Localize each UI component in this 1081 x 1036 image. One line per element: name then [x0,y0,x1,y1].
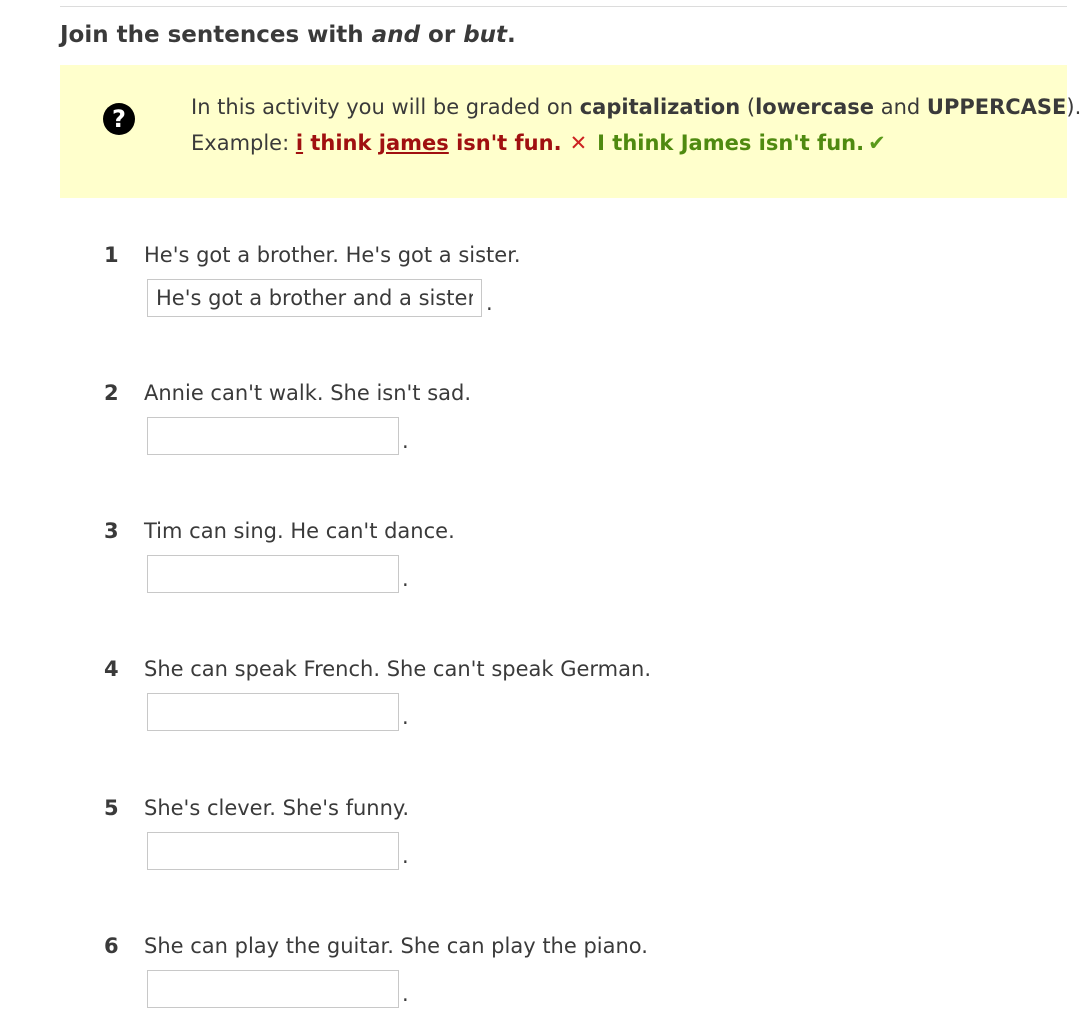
answer-input-6[interactable] [147,970,399,1008]
question-6 [104,934,1004,1014]
answer-period: . [402,844,409,868]
example-label: Example: [191,131,296,155]
question-number: 2 [104,381,119,405]
question-number: 1 [104,243,119,267]
question-2 [104,381,1004,461]
question-number: 6 [104,934,119,958]
answer-input-1[interactable] [147,279,482,317]
question-number: 4 [104,657,119,681]
question-text: Tim can sing. He can't dance. [144,519,455,543]
check-icon: ✔ [868,131,886,155]
answer-input-2[interactable] [147,417,399,455]
question-icon[interactable]: ? [103,103,135,135]
question-text: She can speak French. She can't speak German. [144,657,651,681]
question-text: She's clever. She's funny. [144,796,410,820]
cross-icon: ✕ [569,131,588,155]
question-text: He's got a brother. He's got a sister. [144,243,521,267]
answer-period: . [402,567,409,591]
question-number: 5 [104,796,119,820]
capitalization-help-box [60,65,1081,198]
word-but: but [463,22,508,48]
answer-input-5[interactable] [147,832,399,870]
answer-input-3[interactable] [147,555,399,593]
answer-period: . [402,705,409,729]
example-wrong: i think james isn't fun. [295,131,562,155]
question-5 [104,796,1004,876]
answer-period: . [402,982,409,1006]
help-example [191,131,886,155]
question-1 [104,243,1004,323]
instruction-heading: Join the sentences with and or but. [60,22,516,48]
question-number: 3 [104,519,119,543]
divider [60,6,1067,7]
answer-period: . [402,429,409,453]
question-4 [104,657,1004,737]
example-right: I think James isn't fun. [597,131,865,155]
question-text: Annie can't walk. She isn't sad. [144,381,472,405]
help-text: In this activity you will be graded on capitalization (lowercase and UPPERCASE). [191,95,1081,119]
answer-period: . [486,291,493,315]
question-3 [104,519,1004,599]
answer-input-4[interactable] [147,693,399,731]
question-text: She can play the guitar. She can play the piano. [144,934,648,958]
word-and: and [371,22,421,48]
